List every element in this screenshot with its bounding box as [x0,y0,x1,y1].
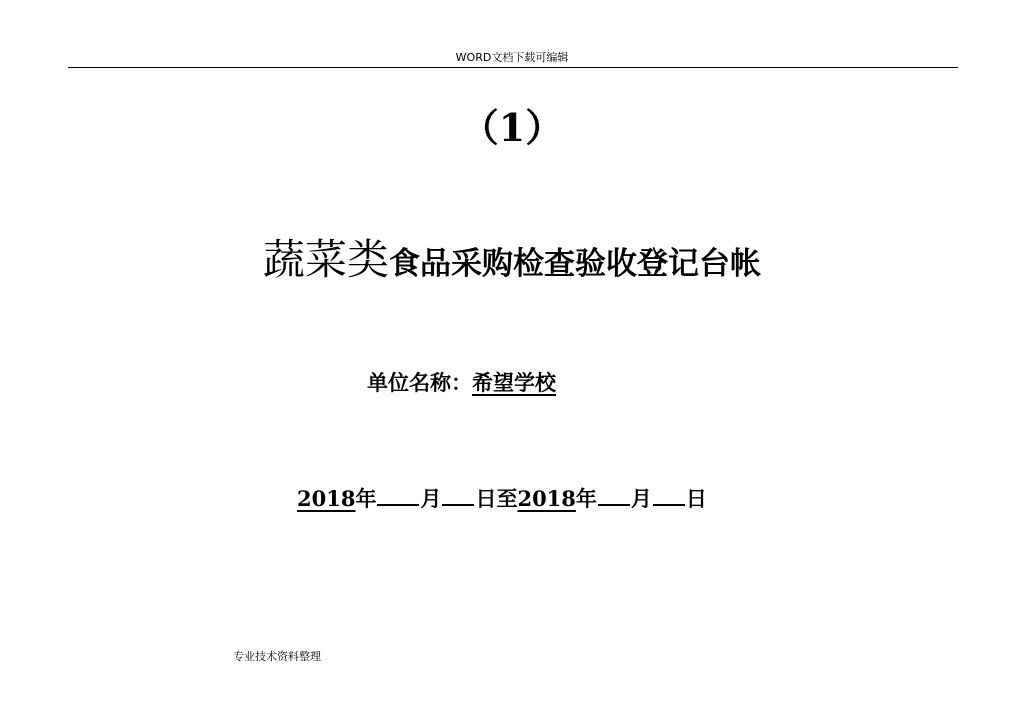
start-day-char: 日 [475,486,497,511]
header-divider [68,67,958,68]
title-emphasis: 蔬菜类 [262,235,389,284]
start-day-blank [442,482,474,506]
end-month-char: 月 [630,486,652,511]
start-month-blank [377,482,419,506]
end-year: 2018 [517,486,576,511]
volume-label: （1） [460,105,564,150]
unit-name-label: 单位名称： [367,370,472,395]
end-day-blank [653,482,685,506]
document-title [0,232,1024,297]
end-month-blank [598,482,630,506]
title-rest: 食品采购检查验收登记台帐 [389,246,761,282]
page-footer-text: 专业技术资料整理 [233,650,321,663]
page-header-text: WORD文档下载可编辑 [455,51,569,64]
unit-name-value: 希望学校 [472,370,556,395]
date-range-line [297,482,707,514]
start-month-char: 月 [420,486,442,511]
unit-name-line [367,368,556,398]
to-char: 至 [496,486,518,511]
start-year-char: 年 [355,486,377,511]
end-year-char: 年 [575,486,597,511]
start-year: 2018 [297,486,356,511]
end-day-char: 日 [685,486,707,511]
